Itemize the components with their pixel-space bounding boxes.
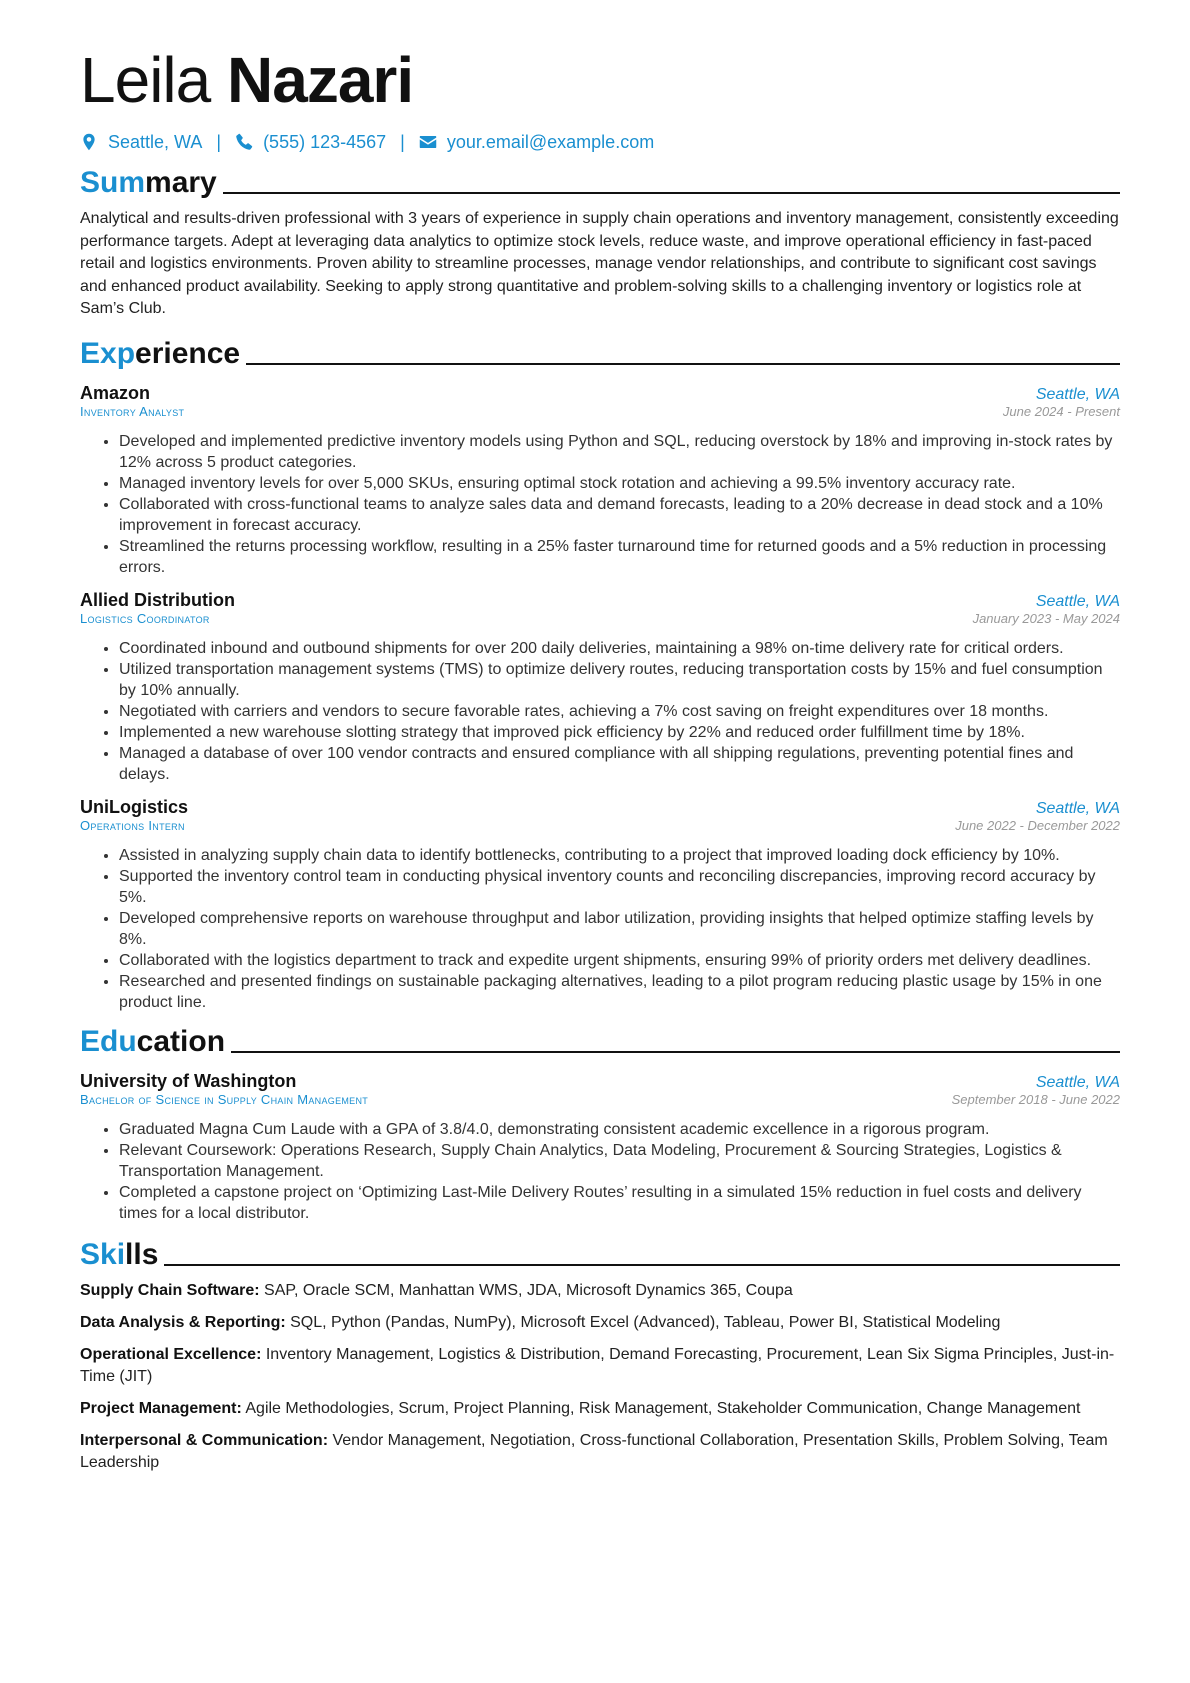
bullet-item: • Completed a capstone project on ‘Optimizing Last-Mile Delivery Routes’ resulting in a simulated 15% reduction in fuel costs and delivery times for a local distributor. xyxy=(119,1182,1120,1224)
skill-items: SAP, Oracle SCM, Manhattan WMS, JDA, Microsoft Dynamics 365, Coupa xyxy=(264,1281,793,1299)
skill-label: Data Analysis & Reporting: xyxy=(80,1313,286,1331)
school-name: University of Washington xyxy=(80,1070,297,1091)
company-name: Allied Distribution xyxy=(80,589,235,610)
bullet-item: • Utilized transportation management systems (TMS) to optimize delivery routes, reducing transportation costs by 15% and fuel consumption by 10% annually. xyxy=(119,659,1120,701)
section-title: Education xyxy=(80,1024,226,1058)
phone-link[interactable]: (555) 123-4567 xyxy=(263,131,387,152)
bullet-item: • Implemented a new warehouse slotting strategy that improved pick efficiency by 22% and reduced order fulfillment time by 18%. xyxy=(119,722,1120,743)
company-name: UniLogistics xyxy=(80,796,189,817)
skill-group xyxy=(80,1280,1120,1302)
bullet-item: • Developed and implemented predictive inventory models using Python and SQL, reducing overstock by 18% and improving in-stock rates by 12% across 5 product categories. xyxy=(119,431,1120,473)
experience-heading xyxy=(80,335,1120,371)
bullet-item: • Assisted in analyzing supply chain data to identify bottlenecks, contributing to a project that improved loading dock efficiency by 10%. xyxy=(119,845,1120,866)
resume-page xyxy=(80,40,1120,1484)
skill-label: Supply Chain Software: xyxy=(80,1281,260,1299)
job-entry xyxy=(80,590,1120,785)
skills-list xyxy=(80,1280,1120,1474)
contact-line xyxy=(80,128,1120,156)
candidate-name xyxy=(80,40,1120,120)
job-location: Seattle, WA xyxy=(1035,592,1120,610)
email-link[interactable]: your.email@example.com xyxy=(446,131,655,152)
last-name: Nazari xyxy=(227,44,414,116)
section-divider xyxy=(223,192,1120,194)
job-bullets xyxy=(80,431,1120,578)
bullet-item: • Negotiated with carriers and vendors to secure favorable rates, achieving a 7% cost saving on freight expenditures over 18 months. xyxy=(119,701,1120,722)
skill-label: Interpersonal & Communication: xyxy=(80,1431,329,1449)
education-dates: September 2018 - June 2022 xyxy=(951,1091,1120,1107)
contact-separator: | xyxy=(216,131,222,152)
first-name: Leila xyxy=(80,44,211,116)
job-location: Seattle, WA xyxy=(1035,385,1120,403)
bullet-item: • Streamlined the returns processing workflow, resulting in a 25% faster turnaround time for returned goods and a 5% reduction in processing errors. xyxy=(119,536,1120,578)
experience-list xyxy=(80,383,1120,1013)
education-bullets xyxy=(80,1119,1120,1224)
job-title: Logistics Coordinator xyxy=(80,610,210,626)
skill-group xyxy=(80,1430,1120,1474)
bullet-item: • Coordinated inbound and outbound shipments for over 200 daily deliveries, maintaining a 98% on-time delivery rate for critical orders. xyxy=(119,638,1120,659)
job-entry xyxy=(80,383,1120,578)
section-title: Summary xyxy=(80,166,217,199)
section-divider xyxy=(231,1051,1120,1053)
envelope-icon xyxy=(419,133,437,151)
job-dates: January 2023 - May 2024 xyxy=(972,610,1120,626)
skills-heading xyxy=(80,1236,1120,1272)
phone-icon xyxy=(235,133,253,151)
skill-items: Agile Methodologies, Scrum, Project Planning, Risk Management, Stakeholder Communication, Change Management xyxy=(245,1399,1081,1417)
skill-group xyxy=(80,1398,1120,1420)
bullet-item: • Managed inventory levels for over 5,000 SKUs, ensuring optimal stock rotation and achieving a 99.5% inventory accuracy rate. xyxy=(119,473,1120,494)
bullet-item: • Relevant Coursework: Operations Research, Supply Chain Analytics, Data Modeling, Procurement & Sourcing Strategies, Logistics & Transportation Management. xyxy=(119,1140,1120,1182)
contact-separator: | xyxy=(400,131,405,152)
job-title: Inventory Analyst xyxy=(80,403,185,419)
section-title: Experience xyxy=(80,336,241,370)
job-bullets xyxy=(80,638,1120,785)
summary-heading xyxy=(80,164,1120,200)
job-entry xyxy=(80,797,1120,1013)
skill-label: Project Management: xyxy=(80,1399,242,1417)
education-entry xyxy=(80,1071,1120,1224)
bullet-item: • Collaborated with cross-functional teams to analyze sales data and demand forecasts, leading to a 20% decrease in dead stock and a 10% improvement in forecast accuracy. xyxy=(119,494,1120,536)
job-dates: June 2024 - Present xyxy=(1002,403,1120,419)
degree: Bachelor of Science in Supply Chain Management xyxy=(80,1091,369,1107)
bullet-item: • Managed a database of over 100 vendor contracts and ensured compliance with all shipping regulations, preventing potential fines and delays. xyxy=(119,743,1120,785)
bullet-item: • Supported the inventory control team in conducting physical inventory counts and reconciling discrepancies, improving record accuracy by 5%. xyxy=(119,866,1120,908)
section-divider xyxy=(164,1264,1120,1266)
bullet-item: • Researched and presented findings on sustainable packaging alternatives, leading to a pilot program reducing plastic usage by 15% in one product line. xyxy=(119,971,1120,1013)
job-dates: June 2022 - December 2022 xyxy=(955,817,1120,833)
skill-items: Vendor Management, Negotiation, Cross-functional Collaboration, Presentation Skills, Problem Solving, Team Leadership xyxy=(80,1431,1108,1471)
skill-group xyxy=(80,1344,1120,1388)
bullet-item: • Graduated Magna Cum Laude with a GPA of 3.8/4.0, demonstrating consistent academic excellence in a rigorous program. xyxy=(119,1119,1120,1140)
skill-group xyxy=(80,1312,1120,1334)
section-divider xyxy=(246,363,1120,365)
company-name: Amazon xyxy=(80,382,151,403)
location-text: Seattle, WA xyxy=(108,131,203,152)
skill-items: SQL, Python (Pandas, NumPy), Microsoft Excel (Advanced), Tableau, Power BI, Statistical Modeling xyxy=(290,1313,1001,1331)
bullet-item: • Developed comprehensive reports on warehouse throughput and labor utilization, providing insights that helped optimize staffing levels by 8%. xyxy=(119,908,1120,950)
bullet-item: • Collaborated with the logistics department to track and expedite urgent shipments, ensuring 99% of priority orders met delivery deadlines. xyxy=(119,950,1120,971)
education-heading xyxy=(80,1023,1120,1059)
section-title: Skills xyxy=(80,1237,159,1271)
job-bullets xyxy=(80,845,1120,1013)
job-title: Operations Intern xyxy=(80,817,185,833)
skill-label: Operational Excellence: xyxy=(80,1345,262,1363)
location-pin-icon xyxy=(80,133,98,151)
job-location: Seattle, WA xyxy=(1035,799,1120,817)
school-location: Seattle, WA xyxy=(1035,1073,1120,1091)
skill-items: Inventory Management, Logistics & Distribution, Demand Forecasting, Procurement, Lean Six Sigma Principles, Just-in-Time (JIT) xyxy=(80,1345,1115,1385)
summary-text: Analytical and results-driven professional with 3 years of experience in supply chain operations and inventory management, consistently exceeding performance targets. Adept at leveraging data analytics to optimize stock levels, reduce waste, and improve operational efficiency in fast-paced retail and logistics environments. Proven ability to streamline processes, manage vendor relationships, and contribute to significant cost savings and enhanced product availability. Seeking to apply strong quantitative and problem-solving skills to a challenging inventory or logistics role at Sam’s Club. xyxy=(80,210,1119,317)
